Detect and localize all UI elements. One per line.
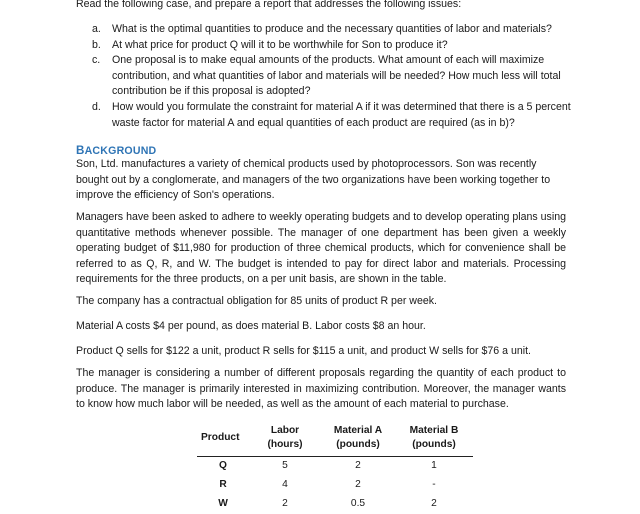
background-paragraph: Product Q sells for $122 a unit, product R sells for $115 a unit, and product W sells for $76 a unit. bbox=[76, 345, 531, 357]
background-paragraph: The company has a contractual obligation for 85 units of product R per week. bbox=[76, 295, 437, 307]
header-material-b: Material B (pounds) bbox=[409, 425, 459, 450]
question-item bbox=[92, 100, 572, 131]
cell-material-b: 1 bbox=[395, 457, 473, 477]
background-paragraph: Managers have been asked to adhere to weekly operating budgets and to develop operating plans using quantitative methods whenever possible. The manager of one department has been given a weekly operating budget of $11,980 for production of three chemical products, which for convenience shall be referred to as Q, R, and W. The budget is intended to pay for direct labor and materials. Processing requirements for the three products, on a per unit basis, are shown in the table. bbox=[76, 211, 566, 286]
question-list bbox=[92, 22, 572, 131]
question-item bbox=[92, 53, 572, 100]
background-paragraph: Material A costs $4 per pound, as does material B. Labor costs $8 an hour. bbox=[76, 320, 426, 332]
table-header-row bbox=[197, 424, 473, 457]
question-letter: c. bbox=[92, 54, 101, 67]
question-item bbox=[92, 38, 572, 54]
table-row bbox=[197, 476, 473, 495]
cell-product: R bbox=[219, 479, 227, 490]
question-item bbox=[92, 22, 572, 38]
cell-product: W bbox=[218, 498, 228, 509]
cell-material-a: 0.5 bbox=[350, 498, 366, 509]
heading-initial: B bbox=[76, 144, 85, 157]
cell-labor: 2 bbox=[282, 498, 288, 509]
question-text: How would you formulate the constraint for material A if it was determined that there is a 5 percent waste factor for material A and equal quantities of each product are required (as in b)? bbox=[112, 100, 571, 129]
processing-requirements-table bbox=[197, 424, 473, 514]
cell-material-b: 2 bbox=[431, 498, 437, 509]
question-letter: a. bbox=[92, 23, 101, 35]
cell-material-a: 2 bbox=[355, 479, 361, 490]
cell-labor: 4 bbox=[282, 479, 288, 490]
header-labor: Labor (hours) bbox=[267, 425, 303, 450]
cell-material-a: 2 bbox=[321, 457, 395, 477]
header-material-a: Material A (pounds) bbox=[333, 425, 383, 450]
heading-rest: ACKGROUND bbox=[84, 145, 157, 157]
question-text: What is the optimal quantities to produce and the necessary quantities of labor and materials? bbox=[112, 23, 552, 35]
cell-labor: 5 bbox=[249, 457, 321, 477]
cell-material-b: - bbox=[432, 479, 436, 490]
question-letter: d. bbox=[92, 100, 101, 113]
header-product: Product bbox=[201, 432, 240, 443]
cell-product: Q bbox=[197, 457, 249, 477]
table-row bbox=[197, 457, 473, 477]
table-row bbox=[197, 495, 473, 514]
intro-text: Read the following case, and prepare a report that addresses the following issues: bbox=[76, 0, 462, 10]
question-text: One proposal is to make equal amounts of the products. What amount of each will maximize contribution, and what quantities of labor and materials will be needed? How much less will total contribution be if this proposal is adopted? bbox=[112, 54, 561, 98]
background-paragraph: The manager is considering a number of different proposals regarding the quantity of each product to produce. The manager is primarily interested in maximizing contribution. Moreover, the manager wants to know how much labor will be needed, as well as the amount of each material to purchase. bbox=[76, 367, 566, 411]
question-text: At what price for product Q will it to be worthwhile for Son to produce it? bbox=[112, 38, 448, 51]
question-letter: b. bbox=[92, 38, 101, 51]
background-paragraph: Son, Ltd. manufactures a variety of chemical products used by photoprocessors. Son was recently bought out by a conglomerate, and managers of the two organizations have been working together to improve the efficiency of Son's operations. bbox=[76, 158, 551, 202]
